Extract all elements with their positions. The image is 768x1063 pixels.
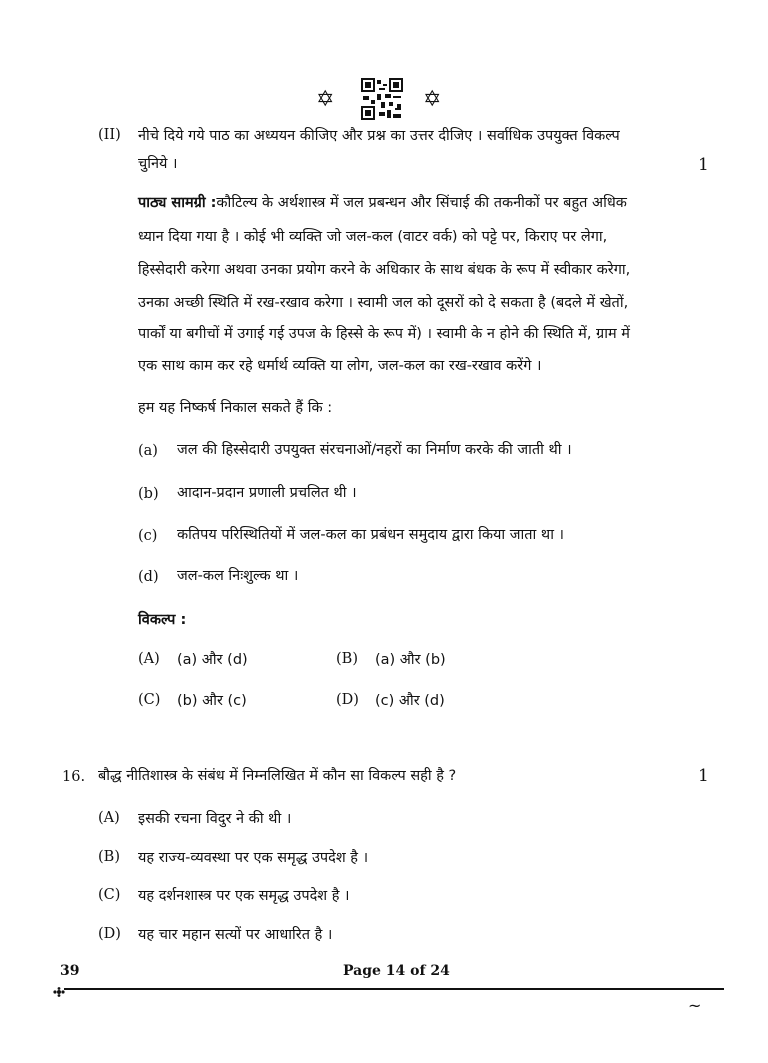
statement-label: (d) [138,569,159,585]
statement-text: जल-कल निःशुल्क था । [177,568,299,584]
option-label: (A) [98,810,120,826]
star-left-icon: ✡ [316,87,335,112]
statement-label: (a) [138,443,158,459]
passage-line-6: एक साथ काम कर रहे धर्मार्थ व्यक्ति या लोग, जल-कल का रख-रखाव करेंगे । [138,358,542,374]
option-label: (B) [336,651,358,667]
option-text: (a) और (b) [375,652,446,668]
flower-mark-icon [53,982,65,1001]
option-text: (b) और (c) [177,693,247,709]
statement-text: आदान-प्रदान प्रणाली प्रचलित थी । [177,485,357,501]
page-number: Page 14 of 24 [343,963,450,979]
conclusion-prompt: हम यह निष्कर्ष निकाल सकते हैं कि : [138,400,333,416]
qr-code-icon [361,78,403,124]
passage-label: पाठ्य सामग्री : [138,195,217,211]
instruction-line-2: चुनिये । [138,156,178,172]
statement-label: (c) [138,528,158,544]
passage-line-4: उनका अच्छी स्थिति में रख-रखाव करेगा । स्वामी जल को दूसरों को दे सकता है (बदले में खेतों, [138,295,629,311]
star-right-icon: ✡ [423,87,442,112]
passage-line-2: ध्यान दिया गया है । कोई भी व्यक्ति जो जल-कल (वाटर वर्क) को पट्टे पर, किराए पर लेगा, [138,229,608,245]
passage-line-1 [138,193,627,213]
question-number: (II) [98,127,121,143]
option-label: (D) [98,926,121,942]
option-text: यह चार महान सत्यों पर आधारित है । [138,927,333,943]
option-text: इसकी रचना विदुर ने की थी । [138,811,292,827]
statement-text: जल की हिस्सेदारी उपयुक्त संरचनाओं/नहरों का निर्माण करके की जाती थी । [177,442,572,458]
option-text: यह राज्य-व्यवस्था पर एक समृद्ध उपदेश है । [138,850,369,866]
option-label: (D) [336,692,359,708]
option-label: (A) [138,651,160,667]
instruction-line-1: नीचे दिये गये पाठ का अध्ययन कीजिए और प्रश्न का उत्तर दीजिए । सर्वाधिक उपयुक्त विकल्प [138,128,620,144]
passage-text-1: कौटिल्य के अर्थशास्त्र में जल प्रबन्धन और सिंचाई की तकनीकों पर बहुत अधिक [216,195,627,211]
option-text: (a) और (d) [177,652,248,668]
tilde-mark: ~ [688,996,702,1015]
option-label: (C) [138,692,161,708]
question-text: बौद्ध नीतिशास्त्र के संबंध में निम्नलिखित में कौन सा विकल्प सही है ? [98,768,457,784]
option-text: यह दर्शनशास्त्र पर एक समृद्ध उपदेश है । [138,888,350,904]
paper-code: 39 [60,963,80,979]
options-heading: विकल्प : [138,612,187,628]
statement-text: कतिपय परिस्थितियों में जल-कल का प्रबंधन समुदाय द्वारा किया जाता था । [177,527,565,543]
option-label: (B) [98,849,120,865]
question-marks: 1 [698,766,709,786]
question-number: 16. [62,769,86,785]
passage-line-3: हिस्सेदारी करेगा अथवा उनका प्रयोग करने के अधिकार के साथ बंधक के रूप में स्वीकार करेगा, [138,262,631,278]
statement-label: (b) [138,486,159,502]
footer-divider [64,988,724,990]
question-marks: 1 [698,155,709,175]
option-label: (C) [98,887,121,903]
option-text: (c) और (d) [375,693,445,709]
passage-line-5: पार्कों या बगीचों में उगाई गई उपज के हिस्से के रूप में) । स्वामी के न होने की स्थिति में, ग्राम में [138,326,630,342]
